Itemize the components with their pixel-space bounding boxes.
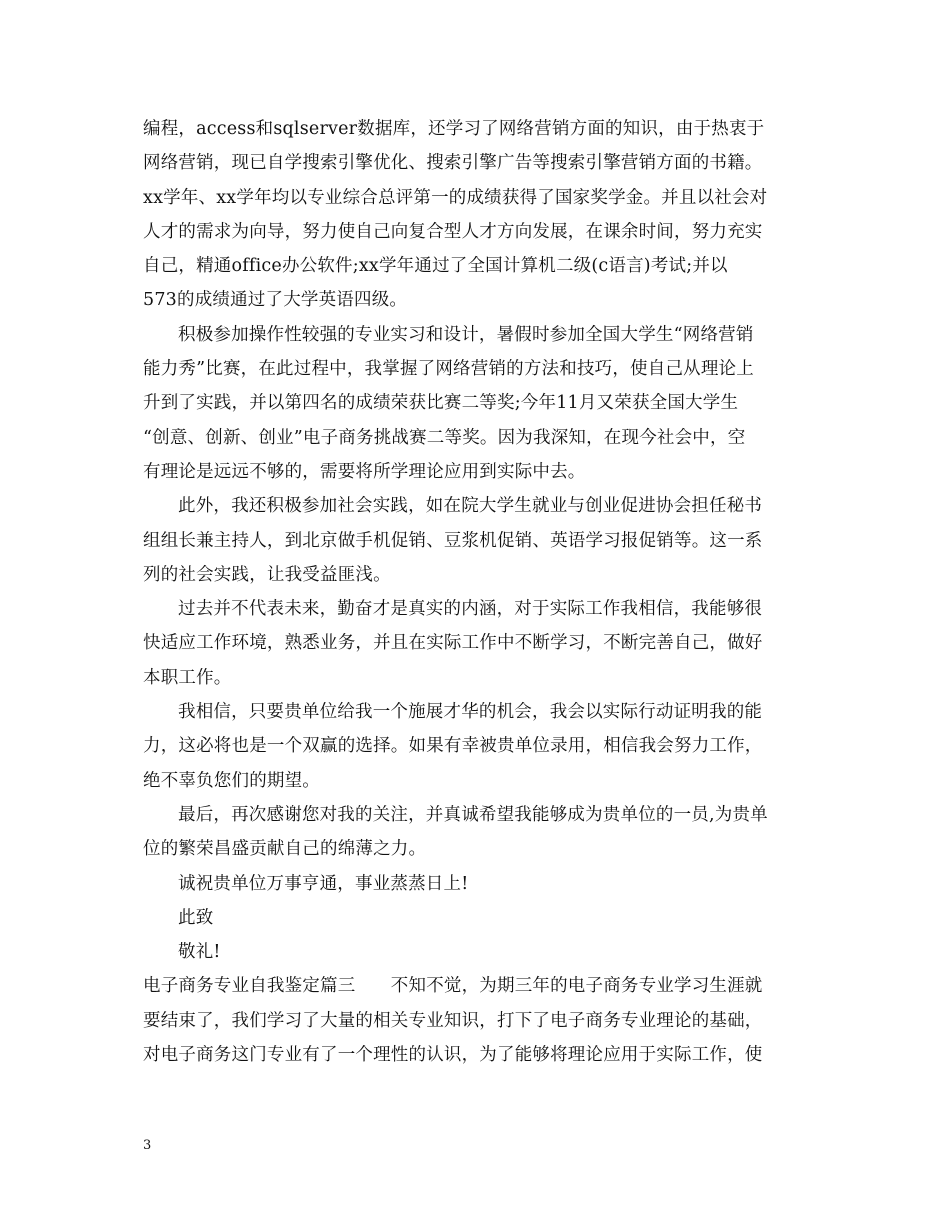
page-number: 3 <box>143 1138 152 1153</box>
text-line: 电子商务专业自我鉴定篇三 不知不觉，为期三年的电子商务专业学习生涯就 <box>143 976 763 997</box>
text-line: 573的成绩通过了大学英语四级。 <box>143 290 408 311</box>
text-line: 此致 <box>178 907 214 928</box>
text-line: 编程，access和sqlserver数据库，还学习了网络营销方面的知识，由于热衷于 <box>143 119 765 139</box>
text-line: 有理论是远远不够的，需要将所学理论应用到实际中去。 <box>143 461 586 482</box>
text-line: 积极参加操作性较强的专业实习和设计，暑假时参加全国大学生“网络营销 <box>178 324 754 345</box>
text-line: 对电子商务这门专业有了一个理性的认识，为了能够将理论应用于实际工作，使 <box>143 1045 763 1066</box>
text-line: 本职工作。 <box>143 667 232 688</box>
text-line: 人才的需求为向导，努力使自己向复合型人才方向发展，在课余时间，努力充实 <box>143 221 763 242</box>
text-line: “创意、创新、创业”电子商务挑战赛二等奖。因为我深知，在现今社会中，空 <box>143 427 746 448</box>
text-line: 组组长兼主持人，到北京做手机促销、豆浆机促销、英语学习报促销等。这一系 <box>143 530 763 551</box>
text-line: 升到了实践，并以第四名的成绩荣获比赛二等奖;今年11月又荣获全国大学生 <box>143 393 739 414</box>
text-line: 力，这必将也是一个双赢的选择。如果有幸被贵单位录用，相信我会努力工作， <box>143 736 763 757</box>
text-line: 最后，再次感谢您对我的关注，并真诚希望我能够成为贵单位的一员,为贵单 <box>178 804 768 825</box>
text-line: 列的社会实践，让我受益匪浅。 <box>143 564 391 585</box>
text-line: 能力秀”比赛，在此过程中，我掌握了网络营销的方法和技巧，使自己从理论上 <box>143 359 754 380</box>
text-line: 过去并不代表未来，勤奋才是真实的内涵，对于实际工作我相信，我能够很 <box>178 599 763 620</box>
text-line: 快适应工作环境，熟悉业务，并且在实际工作中不断学习，不断完善自己，做好 <box>143 633 763 654</box>
text-line: 网络营销，现已自学搜索引擎优化、搜索引擎广告等搜索引擎营销方面的书籍。 <box>143 153 763 174</box>
text-line: 要结束了，我们学习了大量的相关专业知识，打下了电子商务专业理论的基础， <box>143 1010 763 1031</box>
text-line: 敬礼! <box>178 942 221 963</box>
text-line: 我相信，只要贵单位给我一个施展才华的机会，我会以实际行动证明我的能 <box>178 702 763 723</box>
text-line: xx学年、xx学年均以专业综合总评第一的成绩获得了国家奖学金。并且以社会对 <box>143 187 768 208</box>
text-line: 自己，精通office办公软件;xx学年通过了全国计算机二级(c语言)考试;并以 <box>143 256 728 277</box>
text-line: 绝不辜负您们的期望。 <box>143 770 320 791</box>
document-body <box>143 112 815 1072</box>
text-line: 此外，我还积极参加社会实践，如在院大学生就业与创业促进协会担任秘书 <box>178 496 763 517</box>
text-line: 位的繁荣昌盛贡献自己的绵薄之力。 <box>143 839 427 860</box>
text-line: 诚祝贵单位万事亨通，事业蒸蒸日上! <box>178 873 469 894</box>
